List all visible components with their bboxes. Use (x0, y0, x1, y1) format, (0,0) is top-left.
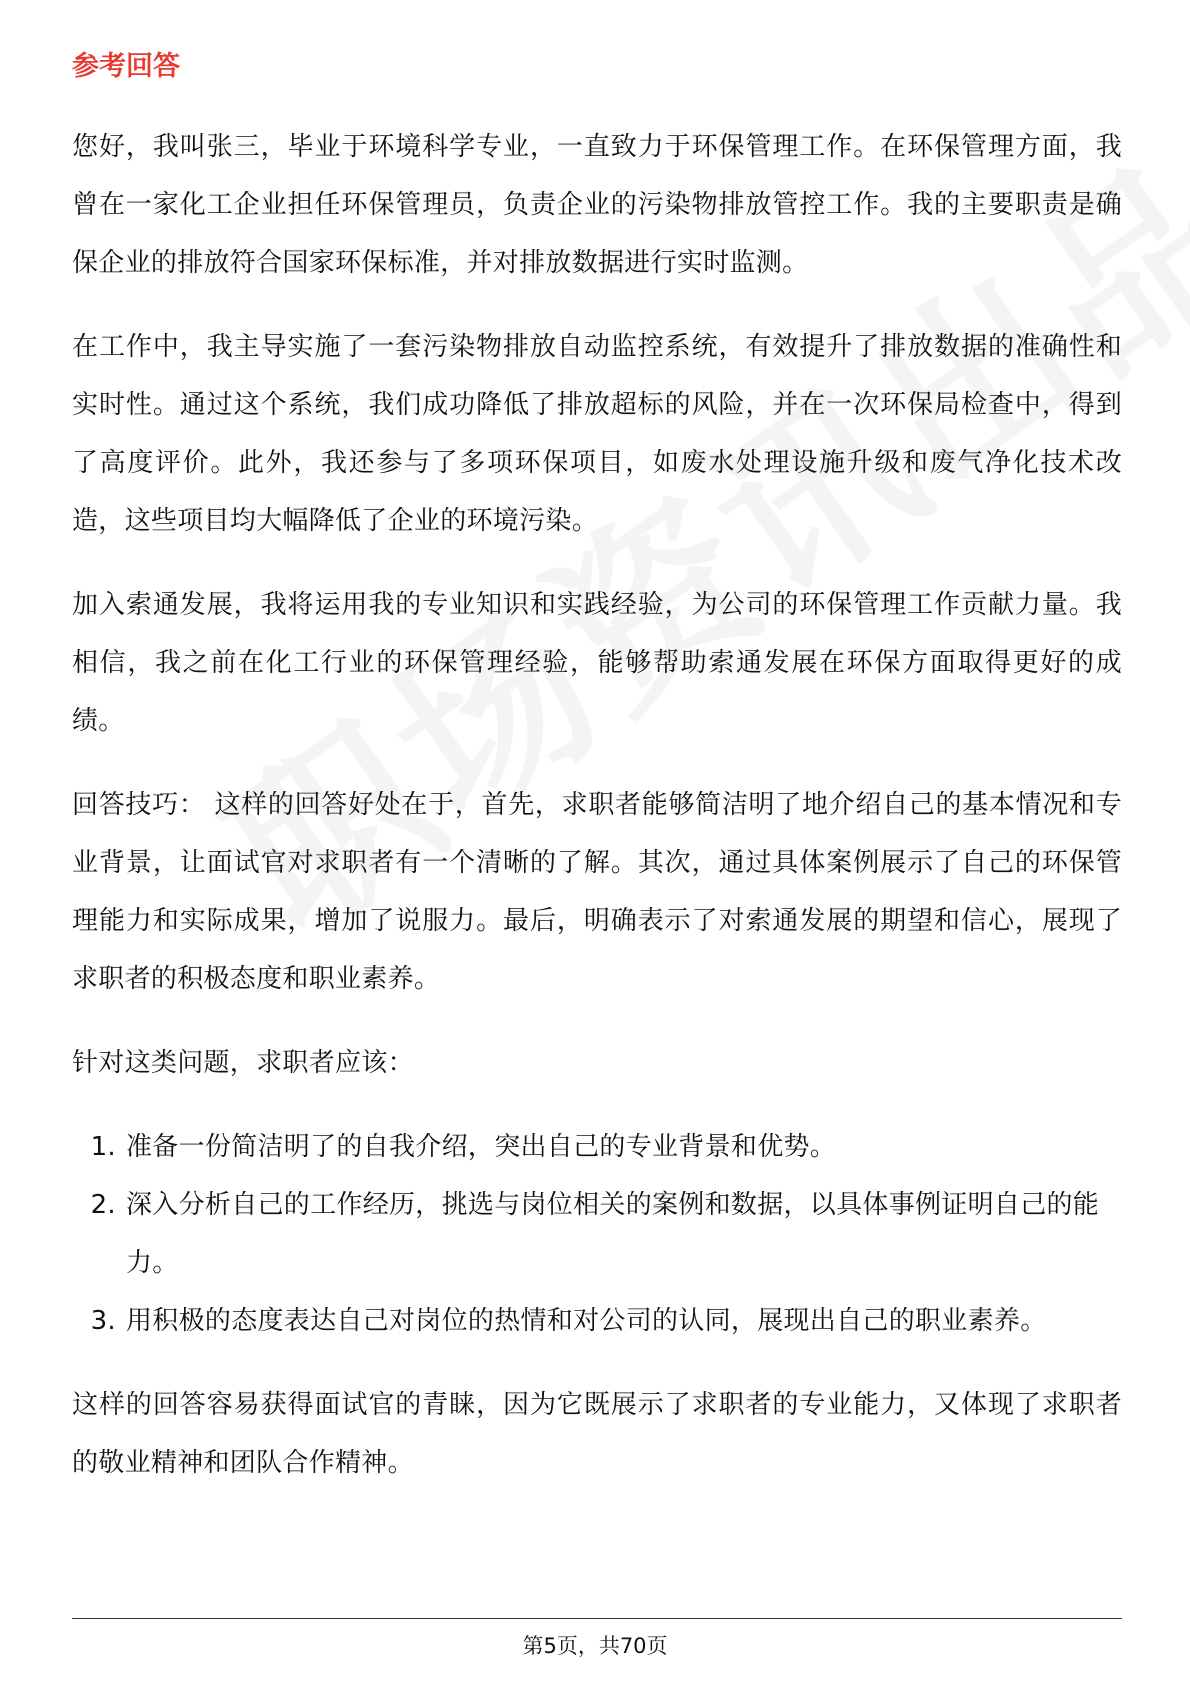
page-number: 第5页，共70页 (522, 1634, 668, 1658)
footer-divider (72, 1618, 1122, 1619)
paragraph-intro: 您好，我叫张三，毕业于环境科学专业，一直致力于环保管理工作。在环保管理方面，我曾在一家化工企业担任环保管理员，负责企业的污染物排放管控工作。我的主要职责是确保企业的排放符合国家环保标准，并对排放数据进行实时监测。 (72, 132, 1122, 278)
list-item (72, 1118, 1122, 1176)
paragraph-answer-tips: 回答技巧： 这样的回答好处在于，首先，求职者能够简洁明了地介绍自己的基本情况和专业背景，让面试官对求职者有一个清晰的了解。其次，通过具体案例展示了自己的环保管理能力和实际成果，增加了说服力。最后，明确表示了对索通发展的期望和信心，展现了求职者的积极态度和职业素养。 (72, 790, 1122, 994)
paragraph-work-experience: 在工作中，我主导实施了一套污染物排放自动监控系统，有效提升了排放数据的准确性和实时性。通过这个系统，我们成功降低了排放超标的风险，并在一次环保局检查中，得到了高度评价。此外，我还参与了多项环保项目，如废水处理设施升级和废气净化技术改造，这些项目均大幅降低了企业的环境污染。 (72, 332, 1122, 536)
paragraph-list-intro: 针对这类问题，求职者应该： (72, 1048, 414, 1078)
section-title: 参考回答 (72, 51, 180, 82)
list-item-number: 2. (90, 1190, 116, 1220)
list-item-text: 准备一份简洁明了的自我介绍，突出自己的专业背景和优势。 (126, 1132, 837, 1162)
list-item-number: 3. (90, 1306, 116, 1336)
list-item (72, 1176, 1122, 1292)
list-item (72, 1292, 1122, 1350)
paragraph-closing: 这样的回答容易获得面试官的青睐，因为它既展示了求职者的专业能力，又体现了求职者的敬业精神和团队合作精神。 (72, 1390, 1122, 1478)
list-item-text: 用积极的态度表达自己对岗位的热情和对公司的认同，展现出自己的职业素养。 (126, 1306, 1047, 1336)
paragraph-motivation: 加入索通发展，我将运用我的专业知识和实践经验，为公司的环保管理工作贡献力量。我相信，我之前在化工行业的环保管理经验，能够帮助索通发展在环保方面取得更好的成绩。 (72, 590, 1122, 736)
list-item-text: 深入分析自己的工作经历，挑选与岗位相关的案例和数据，以具体事例证明自己的能力。 (126, 1190, 1100, 1278)
list-item-number: 1. (90, 1132, 116, 1162)
content-body (72, 48, 1122, 1518)
advice-list (72, 1118, 1122, 1350)
